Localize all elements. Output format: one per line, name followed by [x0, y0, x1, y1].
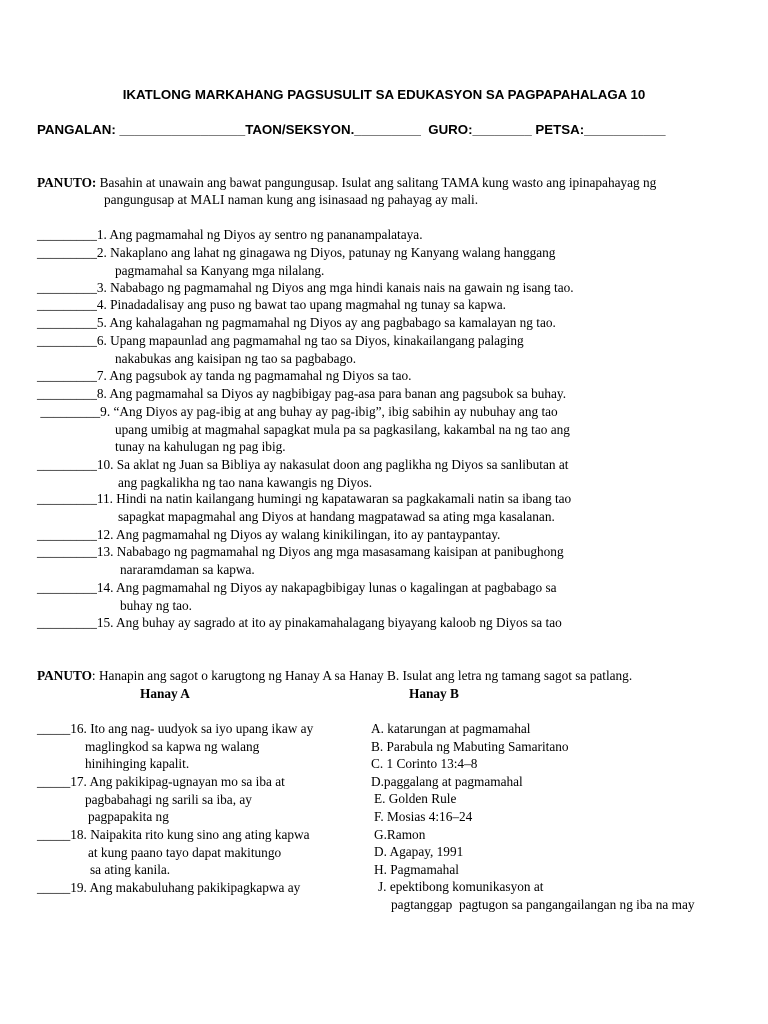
item-text: 10. Sa aklat ng Juan sa Bibliya ay nakasulat doon ang paglikha ng Diyos sa sanlibutan at — [96, 457, 569, 472]
answer-blank[interactable]: _________ — [37, 386, 97, 401]
true-false-item — [37, 527, 500, 543]
item-text: 17. Ang pakikipag-ugnayan mo sa iba at — [70, 774, 285, 789]
item-text-continued: maglingkod sa kapwa ng walang — [85, 738, 260, 754]
item-text: 19. Ang makabuluhang pakikipagkapwa ay — [70, 880, 301, 895]
item-text: 8. Ang pagmamahal sa Diyos ay nagbibigay pag-asa para banan ang pagsubok sa buhay. — [96, 386, 567, 401]
part2-instruction-text: : Hanapin ang sagot o karugtong ng Hanay A sa Hanay B. Isulat ang letra ng tamang sagot sa patlang. — [91, 668, 633, 683]
item-text: 12. Ang pagmamahal ng Diyos ay walang kinikilingan, ito ay pantaypantay. — [96, 527, 501, 542]
part2-instruction — [37, 668, 632, 684]
answer-blank[interactable]: _________ — [37, 544, 97, 559]
matching-item — [37, 827, 310, 843]
item-text: 15. Ang buhay ay sagrado at ito ay pinakamahalagang biyayang kaloob ng Diyos sa tao — [96, 615, 562, 630]
matching-item — [37, 880, 300, 896]
hanay-b-option: C. 1 Corinto 13:4–8 — [371, 756, 478, 772]
item-text: 4. Pinadadalisay ang puso ng bawat tao upang magmahal ng tunay sa kapwa. — [96, 297, 506, 312]
item-text: 14. Ang pagmamahal ng Diyos ay nakapagbibigay lunas o kagalingan at pagbabago sa — [96, 580, 557, 595]
true-false-item — [37, 457, 568, 473]
true-false-item — [37, 297, 506, 313]
true-false-item — [37, 404, 558, 420]
hanay-b-option: E. Golden Rule — [374, 791, 457, 807]
true-false-item — [37, 580, 557, 596]
item-text-continued: upang umibig at magmahal sapagkat mula pa sa pagkasilang, kakambal na ng tao ang — [115, 421, 570, 437]
true-false-item — [37, 615, 562, 631]
item-text: 9. “Ang Diyos ay pag-ibig at ang buhay ay pag-ibig”, ibig sabihin ay nubuhay ang tao — [100, 404, 558, 419]
student-info-line: PANGALAN: _________________TAON/SEKSYON._________ GURO:________ PETSA:___________ — [37, 122, 666, 137]
answer-blank[interactable]: _________ — [37, 245, 97, 260]
answer-blank[interactable]: _________ — [37, 315, 97, 330]
true-false-item — [37, 315, 556, 331]
part1-label: PANUTO: — [37, 175, 97, 190]
part1-instruction — [37, 175, 656, 191]
true-false-item — [37, 227, 423, 243]
answer-blank[interactable]: _____ — [37, 880, 71, 895]
hanay-b-option: F. Mosias 4:16–24 — [374, 809, 473, 824]
answer-blank[interactable]: _________ — [37, 227, 97, 242]
item-text: 11. Hindi na natin kailangang humingi ng kapatawaran sa pagkakamali natin sa ibang tao — [96, 491, 572, 506]
true-false-item — [37, 544, 564, 560]
item-text-continued: nakabukas ang kaisipan ng tao sa pagbabago. — [115, 350, 357, 366]
hanay-b-title: Hanay B — [409, 686, 459, 701]
hanay-b-option: D. Agapay, 1991 — [374, 844, 464, 860]
answer-blank[interactable]: _________ — [37, 297, 97, 312]
answer-blank[interactable]: _____ — [37, 774, 71, 789]
item-text-continued: pagpapakita ng — [88, 809, 169, 825]
item-text-continued: tunay na kahulugan ng pag ibig. — [115, 439, 286, 455]
item-text-continued: pagbabahagi ng sarili sa iba, ay — [85, 791, 252, 807]
true-false-item — [37, 280, 574, 296]
answer-blank[interactable]: _________ — [37, 404, 101, 419]
answer-blank[interactable]: _________ — [37, 280, 97, 295]
item-text: 7. Ang pagsubok ay tanda ng pagmamahal ng Diyos sa tao. — [96, 368, 412, 383]
item-text: 6. Upang mapaunlad ang pagmamahal ng tao sa Diyos, kinakailangang palaging — [96, 333, 524, 348]
item-text-continued: at kung paano tayo dapat makitungo — [88, 844, 282, 860]
answer-blank[interactable]: _________ — [37, 527, 97, 542]
part1-instruction-text-1: Basahin at unawain ang bawat pangungusap. Isulat ang salitang TAMA kung wasto ang ipinapahayag ng — [96, 175, 657, 190]
hanay-b-option: H. Pagmamahal — [374, 861, 459, 877]
item-text: 2. Nakaplano ang lahat ng ginagawa ng Diyos, patunay ng Kanyang walang hanggang — [96, 245, 556, 260]
true-false-item — [37, 333, 524, 349]
item-text-continued: sa ating kanila. — [90, 862, 171, 878]
item-text-continued: nararamdaman sa kapwa. — [120, 561, 255, 577]
hanay-b-option: D.paggalang at pagmamahal — [371, 773, 523, 789]
answer-blank[interactable]: _____ — [37, 827, 71, 842]
true-false-item — [37, 491, 571, 507]
item-text-continued: hinihinging kapalit. — [85, 756, 190, 772]
matching-item — [37, 774, 285, 790]
part2-label: PANUTO — [37, 668, 92, 683]
matching-item — [37, 721, 313, 737]
answer-blank[interactable]: _________ — [37, 368, 97, 383]
item-text-continued: pagmamahal sa Kanyang mga nilalang. — [115, 262, 325, 278]
hanay-b-option: J. epektibong komunikasyon at — [378, 879, 544, 895]
item-text-continued: buhay ng tao. — [120, 597, 193, 613]
hanay-b-option: pagtanggap pagtugon sa pangangailangan ng iba na may — [391, 897, 695, 912]
item-text: 3. Nababago ng pagmamahal ng Diyos ang mga hindi kanais nais na gawain ng isang tao. — [96, 280, 574, 295]
item-text: 1. Ang pagmamahal ng Diyos ay sentro ng pananampalataya. — [96, 227, 423, 242]
item-text: 13. Nababago ng pagmamahal ng Diyos ang mga masasamang kaisipan at panibughong — [96, 544, 564, 559]
exam-title: IKATLONG MARKAHANG PAGSUSULIT SA EDUKASYON SA PAGPAPAHALAGA 10 — [122, 87, 646, 102]
hanay-b-option: G.Ramon — [374, 826, 426, 842]
hanay-b-option: B. Parabula ng Mabuting Samaritano — [371, 738, 569, 754]
item-text-continued: sapagkat mapagmahal ang Diyos at handang magpatawad sa ating mga kasalanan. — [118, 508, 555, 524]
true-false-item — [37, 368, 411, 384]
true-false-item — [37, 386, 566, 402]
hanay-a-title: Hanay A — [140, 686, 190, 701]
item-text: 18. Naipakita rito kung sino ang ating kapwa — [70, 827, 310, 842]
answer-blank[interactable]: _________ — [37, 333, 97, 348]
answer-blank[interactable]: _________ — [37, 491, 97, 506]
item-text: 16. Ito ang nag- uudyok sa iyo upang ikaw ay — [70, 721, 314, 736]
hanay-b-option: A. katarungan at pagmamahal — [371, 721, 531, 736]
answer-blank[interactable]: _________ — [37, 615, 97, 630]
item-text-continued: ang pagkalikha ng tao nana kawangis ng Diyos. — [118, 474, 373, 490]
answer-blank[interactable]: _________ — [37, 457, 97, 472]
true-false-item — [37, 245, 555, 261]
answer-blank[interactable]: _________ — [37, 580, 97, 595]
item-text: 5. Ang kahalagahan ng pagmamahal ng Diyos ay ang pagbabago sa kamalayan ng tao. — [96, 315, 556, 330]
answer-blank[interactable]: _____ — [37, 721, 71, 736]
part1-instruction-text-2: pangungusap at MALI naman kung ang isinasaad ng pahayag ay mali. — [104, 192, 479, 207]
